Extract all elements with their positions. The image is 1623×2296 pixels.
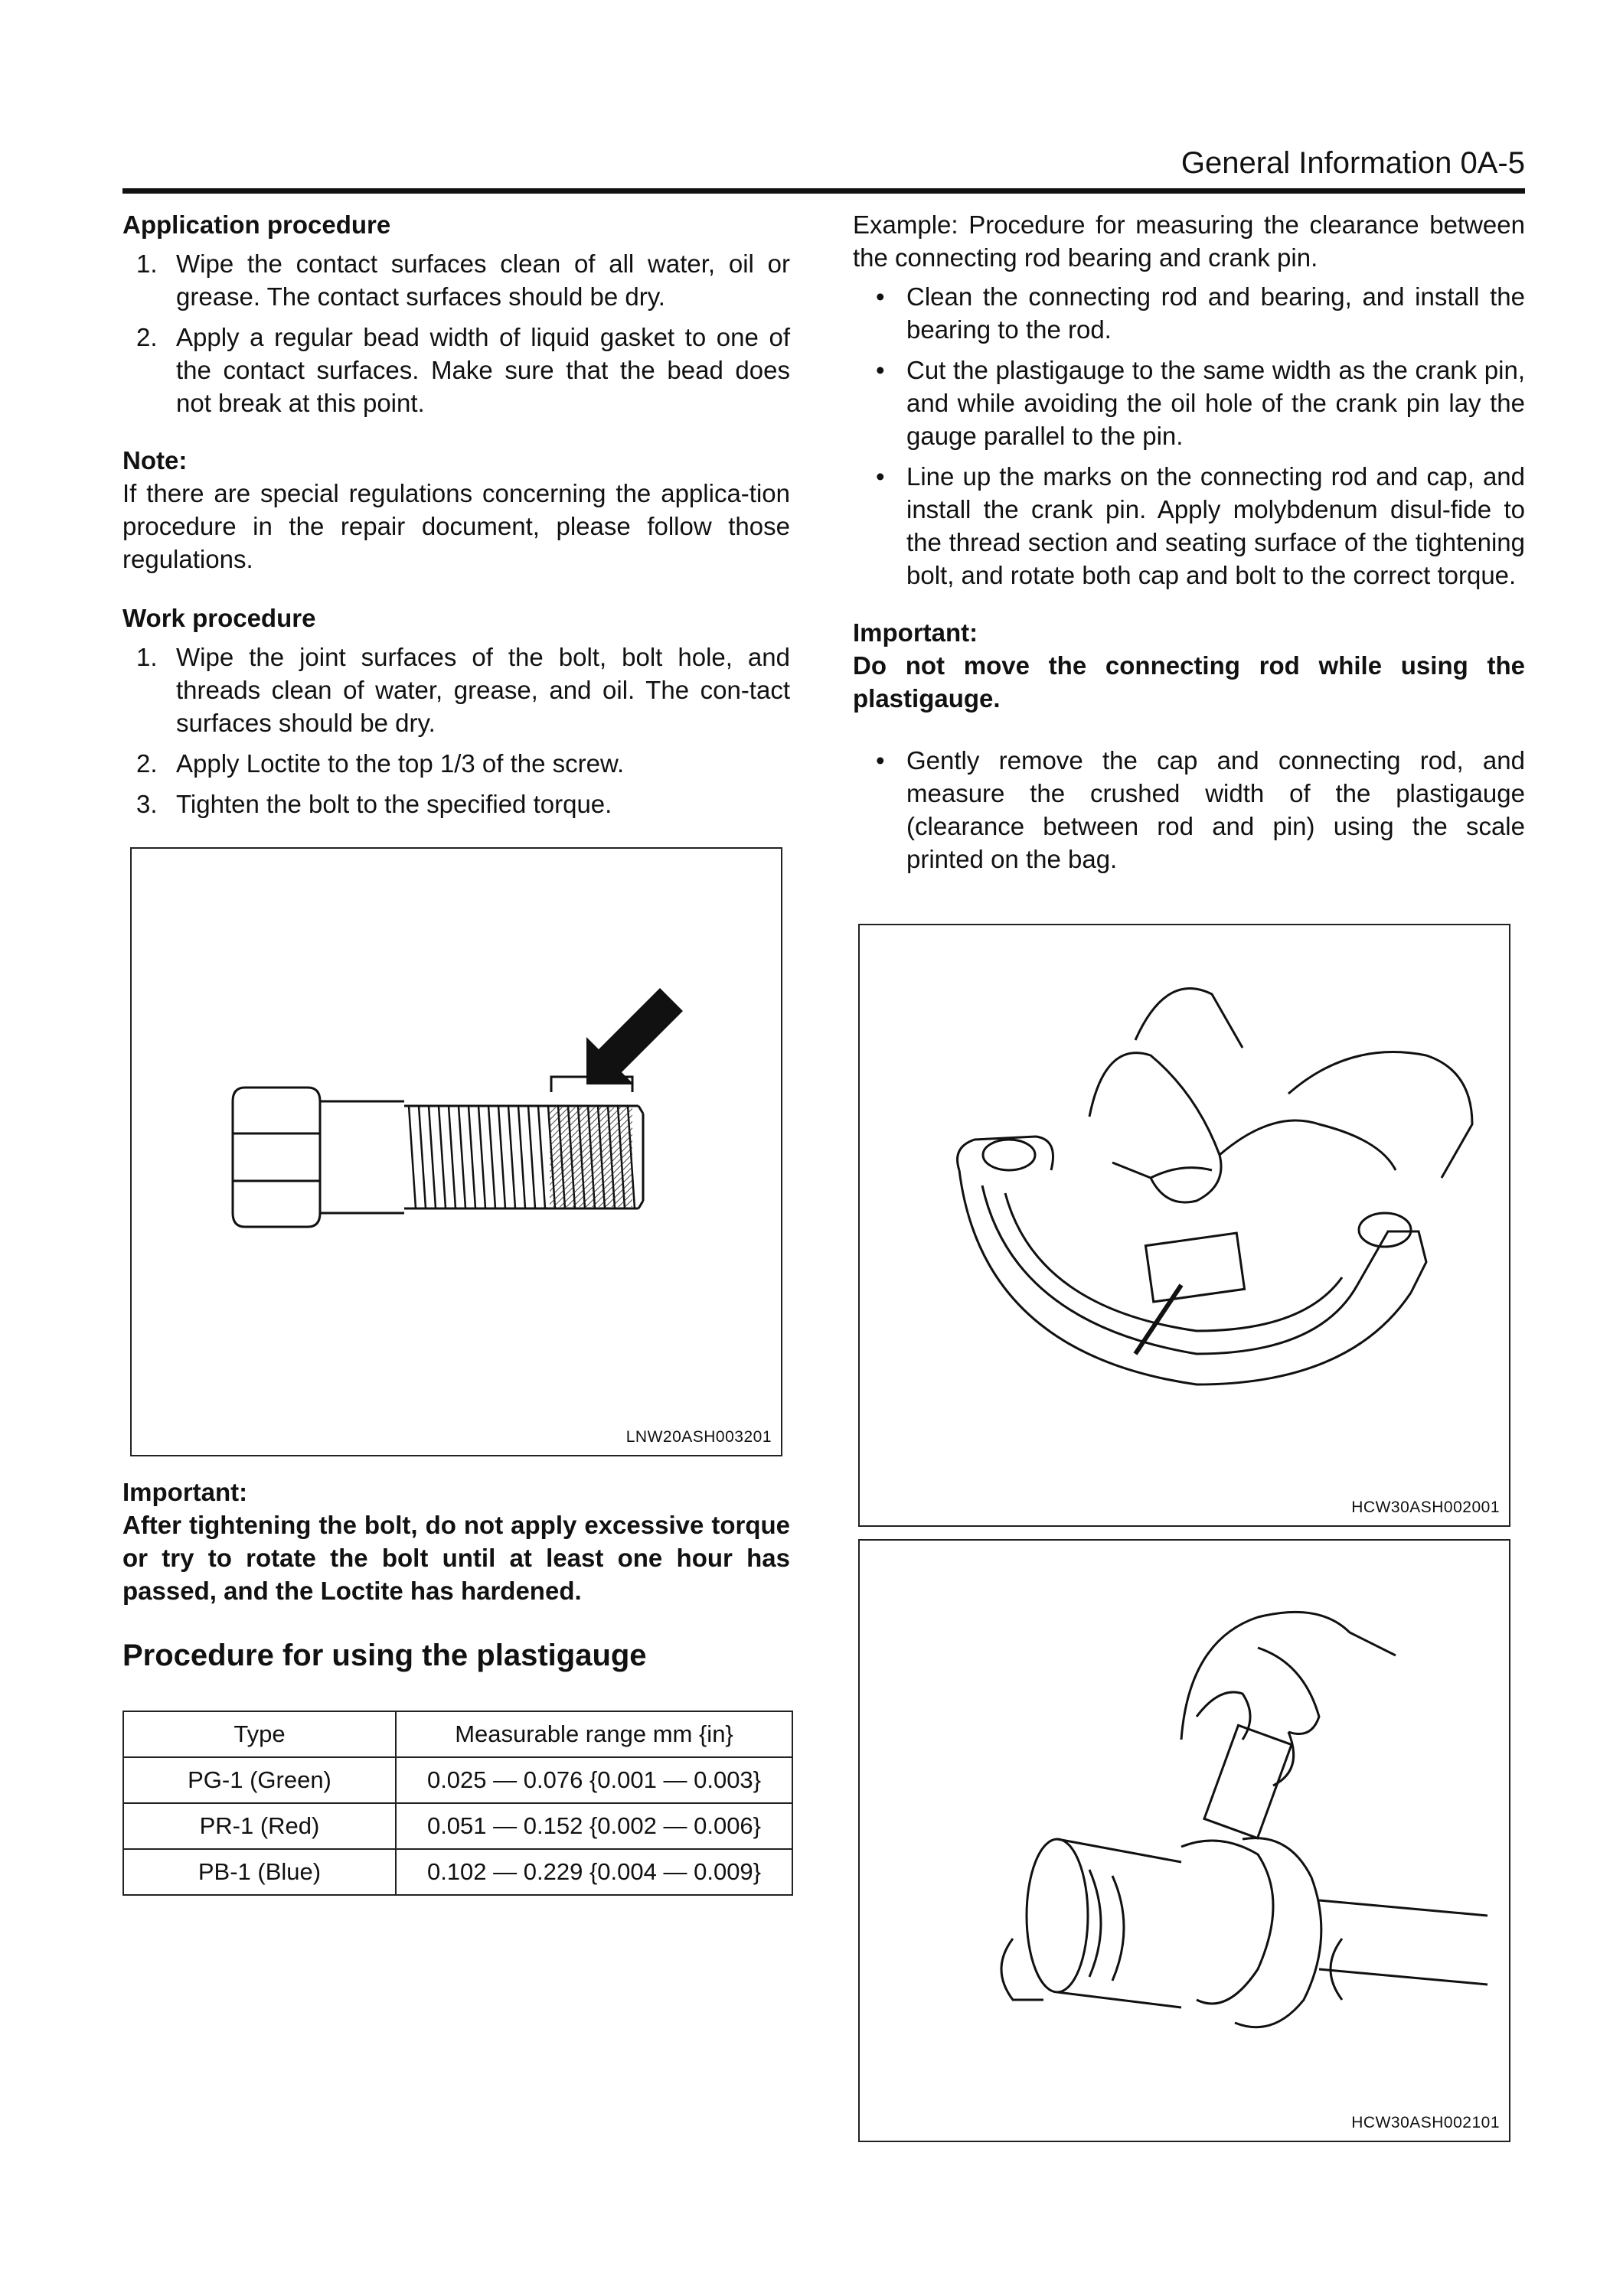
step-number: 2. [136, 749, 158, 778]
bullet-icon: • [876, 282, 885, 311]
figure-code: HCW30ASH002001 [1351, 1499, 1500, 1516]
table-cell: 0.051 — 0.152 {0.002 — 0.006} [396, 1803, 792, 1849]
rod-cap-figure [858, 924, 1510, 1527]
bullet-icon: • [876, 746, 885, 775]
column-header: Measurable range mm {in} [396, 1711, 792, 1757]
bullet-icon: • [876, 356, 885, 384]
table-cell: PB-1 (Blue) [123, 1849, 396, 1895]
table-row [123, 1849, 792, 1895]
application-heading: Application procedure [122, 210, 391, 239]
procedure-bullets [853, 280, 1525, 592]
procedure-bullets-2 [853, 744, 1525, 876]
important-text: After tightening the bolt, do not apply excessive torque or try to rotate the bolt until at least one hour has passed, and the Loctite has hardened. [122, 1511, 790, 1605]
application-steps [122, 247, 790, 419]
figure-code: LNW20ASH003201 [625, 1428, 772, 1446]
table-row [123, 1803, 792, 1849]
table-cell: 0.025 — 0.076 {0.001 — 0.003} [396, 1757, 792, 1803]
section-block [122, 1636, 790, 1675]
header-rule [122, 188, 1525, 194]
step-number: 3. [136, 790, 158, 818]
important-heading: Important: [122, 1478, 248, 1506]
figure-code: HCW30ASH002101 [1351, 2114, 1500, 2131]
crankshaft-figure [858, 1539, 1510, 2142]
list-item [122, 641, 790, 739]
note-heading: Note: [122, 446, 188, 475]
step-text: Wipe the contact surfaces clean of all water, oil or grease. The contact surfaces should be dry. [176, 249, 790, 311]
bullet-text: Line up the marks on the connecting rod and cap, and install the crank pin. Apply molybdenum disul-fide to the thread section and seating surface of the tightening bolt, and rotate both cap and bolt to the correct torque. [906, 462, 1525, 589]
list-item [853, 744, 1525, 876]
step-text: Tighten the bolt to the specified torque. [176, 790, 612, 818]
step-number: 1. [136, 249, 158, 278]
right-column [853, 208, 1525, 883]
step-number: 1. [136, 643, 158, 671]
list-item [122, 788, 790, 820]
table-cell: PG-1 (Green) [123, 1757, 396, 1803]
important-text: Do not move the connecting rod while using the plastigauge. [853, 651, 1525, 713]
note-text: If there are special regulations concerning the applica-tion procedure in the repair document, please follow those regulations. [122, 479, 790, 573]
bullet-icon: • [876, 462, 885, 491]
bolt-figure [130, 847, 782, 1456]
table-cell: 0.102 — 0.229 {0.004 — 0.009} [396, 1849, 792, 1895]
list-item [122, 321, 790, 419]
rod-cap-illustration [860, 925, 1509, 1525]
example-text: Example: Procedure for measuring the clearance between the connecting rod bearing and crank pin. [853, 210, 1525, 272]
step-text: Apply a regular bead width of liquid gasket to one of the contact surfaces. Make sure that the bead does not break at this point. [176, 323, 790, 417]
bullet-text: Clean the connecting rod and bearing, and install the bearing to the rod. [906, 282, 1525, 344]
left-important [122, 1476, 790, 1607]
bullet-text: Cut the plastigauge to the same width as the crank pin, and while avoiding the oil hole of the crank pin lay the gauge parallel to the pin. [906, 356, 1525, 450]
bolt-illustration [132, 849, 781, 1455]
page-header: General Information 0A-5 [1181, 146, 1525, 180]
column-header: Type [123, 1711, 396, 1757]
important-heading: Important: [853, 618, 978, 647]
crankshaft-illustration [860, 1541, 1509, 2141]
table-header-row [123, 1711, 792, 1757]
list-item [853, 280, 1525, 346]
section-title: Procedure for using the plastigauge [122, 1639, 647, 1672]
step-text: Wipe the joint surfaces of the bolt, bolt hole, and threads clean of water, grease, and oil. The con-tact surfaces should be dry. [176, 643, 790, 737]
table-cell: PR-1 (Red) [123, 1803, 396, 1849]
left-column [122, 208, 790, 828]
list-item [853, 354, 1525, 452]
step-number: 2. [136, 323, 158, 351]
list-item [122, 247, 790, 313]
bullet-text: Gently remove the cap and connecting rod, and measure the crushed width of the plastigauge (clearance between rod and pin) using the scale printed on the bag. [906, 746, 1525, 873]
work-heading: Work procedure [122, 604, 316, 632]
plastigauge-table [122, 1711, 793, 1896]
step-text: Apply Loctite to the top 1/3 of the screw. [176, 749, 625, 778]
work-steps [122, 641, 790, 820]
list-item [853, 460, 1525, 592]
list-item [122, 747, 790, 780]
table-row [123, 1757, 792, 1803]
